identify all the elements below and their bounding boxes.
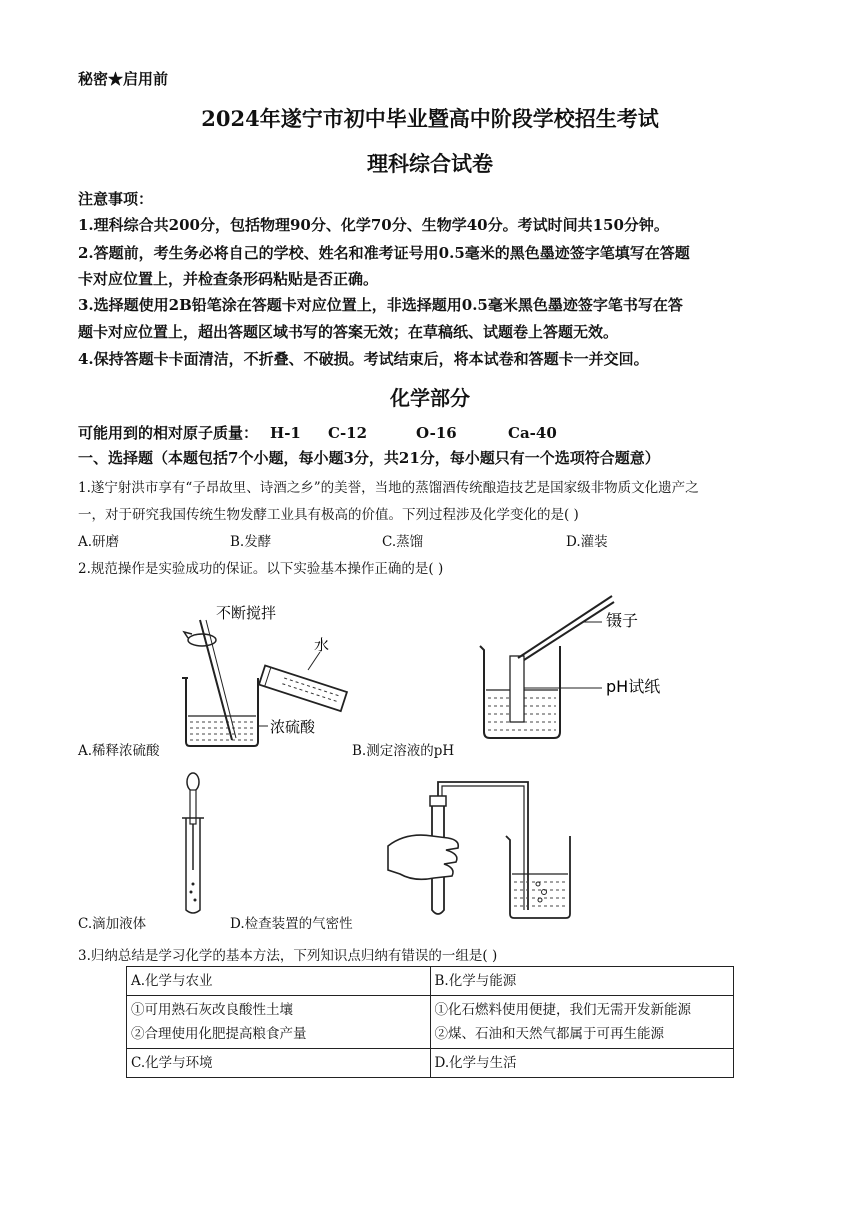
section-title: 化学部分 — [390, 386, 470, 410]
q1-option-c: C.蒸馏 — [382, 534, 424, 550]
q3-stem: 3.归纳总结是学习化学的基本方法，下列知识点归纳有错误的一组是( ) — [78, 948, 498, 964]
q3-a-point-1: ①可用熟石灰改良酸性土壤 — [131, 1002, 293, 1018]
atomic-mass-line — [78, 422, 557, 443]
q2-caption-b: B.测定溶液的pH — [352, 743, 455, 759]
label-ph-paper: pH试纸 — [606, 677, 661, 696]
notice-item-3-cont: 题卡对应位置上，超出答题区域书写的答案无效；在草稿纸、试题卷上答题无效。 — [78, 323, 619, 341]
q1-option-a: A.研磨 — [78, 534, 120, 550]
label-acid: 浓硫酸 — [270, 718, 316, 736]
figure-dropper — [176, 770, 210, 916]
q3-knowledge-table — [126, 966, 734, 1078]
q1-option-b: B.发酵 — [230, 534, 272, 550]
notice-item-3: 3.选择题使用2B铅笔涂在答题卡对应位置上，非选择题用0.5毫米黑色墨迹签字笔书写在答 — [78, 296, 683, 314]
notice-item-4: 4.保持答题卡卡面清洁，不折叠、不破损。考试结束后，将本试卷和答题卡一并交回。 — [78, 350, 649, 368]
notice-item-2: 2.答题前，考生务必将自己的学校、姓名和准考证号用0.5毫米的黑色墨迹签字笔填写在答题 — [78, 244, 690, 262]
q2-stem: 2.规范操作是实验成功的保证。以下实验基本操作正确的是( ) — [78, 561, 444, 577]
atomic-mass-label: 可能用到的相对原子质量： — [78, 424, 259, 442]
q1-option-d: D.灌装 — [566, 534, 608, 550]
q3-cell-a-body — [127, 996, 431, 1049]
q3-cell-b-title: B.化学与能源 — [430, 967, 734, 996]
q3-cell-d-title: D.化学与生活 — [430, 1049, 734, 1078]
q1-stem-line2: 一，对于研究我国传统生物发酵工业具有极高的价值。下列过程涉及化学变化的是( ) — [78, 507, 579, 523]
atomic-mass-ca: Ca-40 — [508, 424, 557, 442]
exam-subtitle: 理科综合试卷 — [367, 151, 493, 176]
label-water: 水 — [314, 636, 330, 654]
atomic-mass-o: O-16 — [416, 424, 457, 442]
atomic-mass-c: C-12 — [328, 424, 368, 442]
notice-heading: 注意事项： — [78, 190, 154, 208]
q3-a-point-2: ②合理使用化肥提高粮食产量 — [131, 1026, 307, 1042]
q3-cell-b-body — [430, 996, 734, 1049]
figure-ph-test — [466, 582, 690, 746]
q2-caption-c: C.滴加液体 — [78, 916, 147, 932]
q1-stem-line1: 1.遂宁射洪市享有“子昂故里、诗酒之乡”的美誉，当地的蒸馏酒传统酿造技艺是国家级非物质文化遗产之 — [78, 480, 699, 496]
label-stir: 不断搅拌 — [216, 604, 277, 622]
notice-item-2-cont: 卡对应位置上，并检查条形码粘贴是否正确。 — [78, 270, 379, 288]
q2-caption-a: A.稀释浓硫酸 — [78, 743, 160, 759]
q2-caption-d: D.检查装置的气密性 — [230, 916, 353, 932]
label-tweezers: 镊子 — [606, 611, 639, 630]
notice-item-1: 1.理科综合共200分，包括物理90分、化学70分、生物学40分。考试时间共150分钟。 — [78, 216, 669, 234]
q3-b-point-2: ②煤、石油和天然气都属于可再生能源 — [434, 1026, 664, 1042]
atomic-mass-h: H-1 — [270, 424, 301, 442]
figure-dilute-acid — [172, 592, 354, 752]
q3-cell-c-title: C.化学与环境 — [127, 1049, 431, 1078]
q3-cell-a-title: A.化学与农业 — [127, 967, 431, 996]
q3-b-point-1: ①化石燃料使用便捷，我们无需开发新能源 — [434, 1002, 691, 1018]
exam-title: 2024年遂宁市初中毕业暨高中阶段学校招生考试 — [201, 106, 659, 131]
figure-airtightness — [380, 774, 580, 922]
confidential-mark: 秘密★启用前 — [78, 70, 169, 88]
part-one-heading: 一、选择题（本题包括7个小题，每小题3分，共21分，每小题只有一个选项符合题意） — [78, 449, 660, 467]
